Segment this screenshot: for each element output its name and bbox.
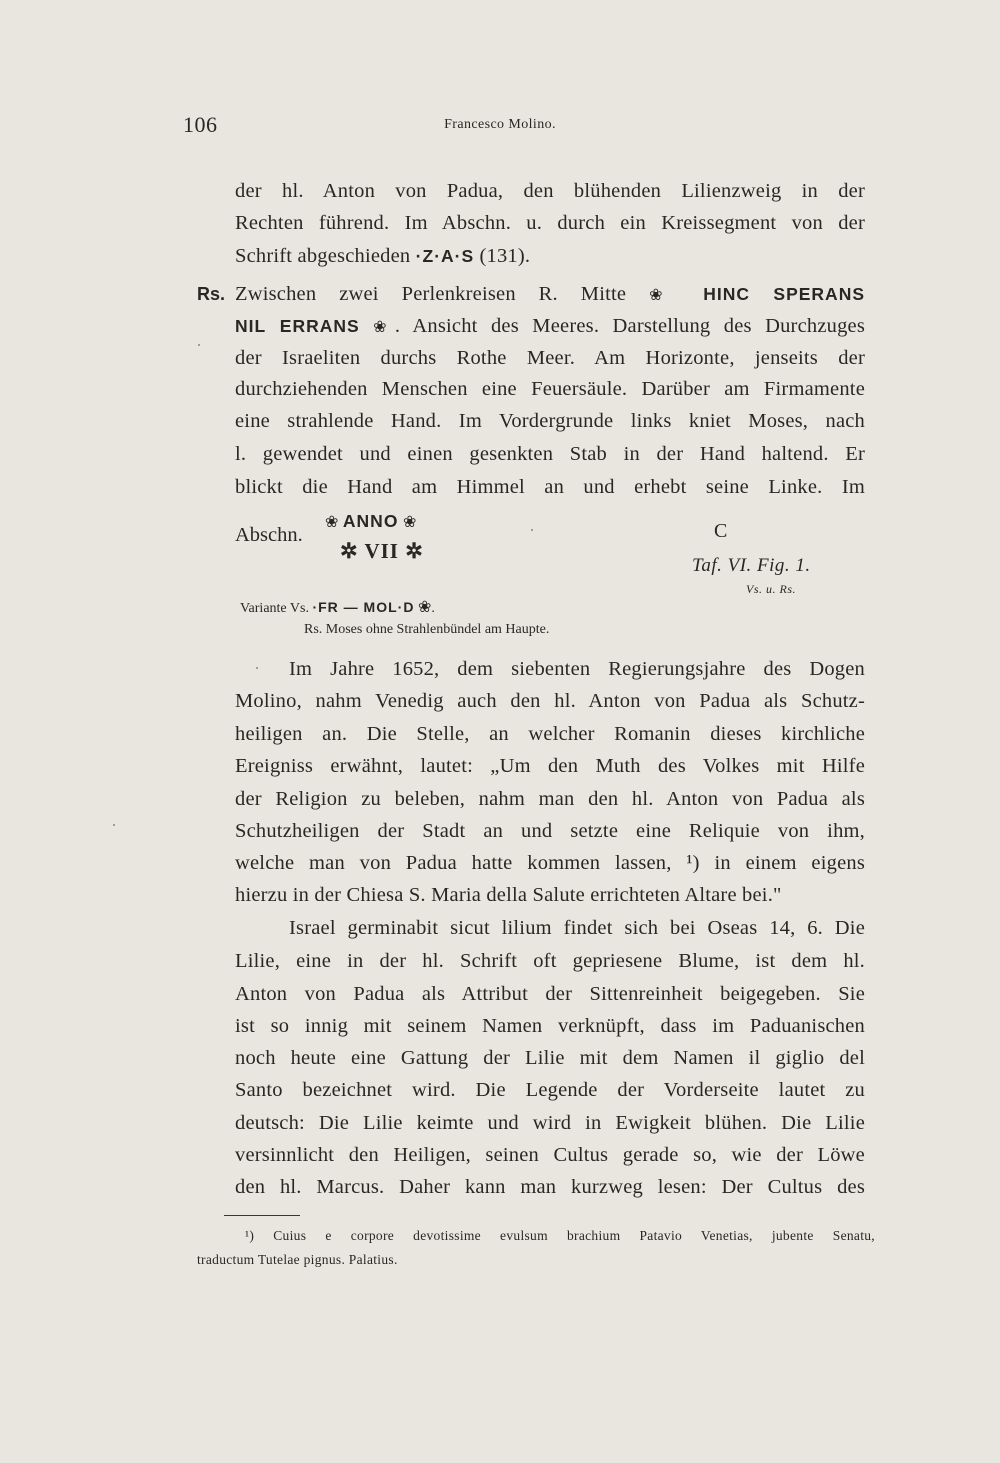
- text-line: blickt die Hand am Himmel an und erhebt seine Linke. Im: [235, 476, 865, 498]
- text-line: den hl. Marcus. Daher kann man kurzweg lesen: Der Cultus des: [235, 1176, 865, 1198]
- text-line: noch heute eine Gattung der Lilie mit dem Namen il giglio del: [235, 1047, 865, 1069]
- text-line: Rechten führend. Im Abschn. u. durch ein Kreissegment von der: [235, 212, 865, 234]
- text-line: versinnlicht den Heiligen, seinen Cultus gerade so, wie der Löwe: [235, 1144, 865, 1166]
- running-title: Francesco Molino.: [444, 117, 556, 132]
- legend-zas: ·Z·A·S: [415, 246, 475, 266]
- text-line: Santo bezeichnet wird. Die Legende der Vorderseite lautet zu: [235, 1079, 865, 1101]
- rosette-icon: ❀: [417, 599, 432, 616]
- rosette-icon: ❀: [325, 514, 339, 531]
- paper-speck: [113, 824, 115, 826]
- text-line: Molino, nahm Venedig auch den hl. Anton von Padua als Schutz-: [235, 690, 865, 712]
- paper-speck: [198, 344, 200, 346]
- text-line: Schrift abgeschieden ·Z·A·S (131).: [235, 245, 531, 267]
- variant-reverse: Rs. Moses ohne Strahlenbündel am Haupte.: [304, 622, 550, 637]
- reverse-label: Rs.: [197, 284, 226, 304]
- text-line: welche man von Padua hatte kommen lassen, ¹) in einem eigens: [235, 852, 865, 874]
- legend-nil-errans: NIL ERRANS: [235, 316, 360, 336]
- legend-hinc-sperans: HINC SPERANS: [703, 284, 866, 304]
- text-line: NIL ERRANS ❀. Ansicht des Meeres. Darstellung des Durchzuges: [235, 315, 866, 337]
- text-line: Im Jahre 1652, dem siebenten Regierungsjahre des Dogen: [289, 658, 865, 680]
- text-line: eine strahlende Hand. Im Vordergrunde links kniet Moses, nach: [235, 410, 865, 432]
- paper-speck: [256, 667, 258, 669]
- paper-speck: [531, 529, 533, 531]
- footnote-line: traductum Tutelae pignus. Palatius.: [197, 1252, 398, 1267]
- text-line: Anton von Padua als Attribut der Sittenreinheit beigegeben. Sie: [235, 983, 865, 1005]
- text-line: heiligen an. Die Stelle, an welcher Romanin dieses kirchliche: [235, 723, 865, 745]
- exergue-label: Abschn.: [235, 524, 303, 546]
- rosette-icon: ❀: [402, 514, 417, 531]
- text-line: Ereigniss erwähnt, lautet: „Um den Muth des Volkes mit Hilfe: [235, 755, 865, 777]
- text-line: der Israeliten durchs Rothe Meer. Am Horizonte, jenseits der: [235, 347, 865, 369]
- text-line: der Religion zu beleben, nahm man den hl. Anton von Padua als: [235, 788, 865, 810]
- exergue-vii: ✲ VII ✲: [340, 539, 424, 563]
- variant-line: Variante Vs. ·FR — MOL·D ❀.: [240, 599, 435, 616]
- rosette-icon: ❀: [649, 287, 681, 304]
- exergue-anno: ❀ ANNO ❀: [325, 511, 417, 531]
- rosette-icon: ❀: [373, 319, 395, 336]
- text-line: der hl. Anton von Padua, den blühenden Lilienzweig in der: [235, 180, 865, 202]
- page-number: 106: [183, 112, 218, 137]
- text-line: deutsch: Die Lilie keimte und wird in Ewigkeit blühen. Die Lilie: [235, 1112, 865, 1134]
- footnote-line: ¹) Cuius e corpore devotissime evulsum brachium Patavio Venetias, jubente Senatu,: [245, 1228, 875, 1243]
- text-line: hierzu in der Chiesa S. Maria della Salute errichteten Altare bei.": [235, 884, 782, 906]
- text-line: ist so innig mit seinem Namen verknüpft, dass im Paduanischen: [235, 1015, 865, 1037]
- text-line: Zwischen zwei Perlenkreisen R. Mitte ❀ HINC SPERANS: [235, 283, 866, 305]
- text-line: Lilie, eine in der hl. Schrift oft gepriesene Blume, ist dem hl.: [235, 950, 865, 972]
- footnote-rule: [224, 1215, 300, 1216]
- text-line: durchziehenden Menschen eine Feuersäule. Darüber am Firmamente: [235, 378, 865, 400]
- plate-sub-reference: Vs. u. Rs.: [746, 582, 796, 596]
- rarity-mark: C: [714, 520, 728, 542]
- text-line: l. gewendet und einen gesenkten Stab in der Hand haltend. Er: [235, 443, 865, 465]
- text-line: Schutzheiligen der Stadt an und setzte eine Reliquie von ihm,: [235, 820, 865, 842]
- plate-reference: Taf. VI. Fig. 1.: [692, 555, 811, 576]
- text-line: Israel germinabit sicut lilium findet sich bei Oseas 14, 6. Die: [289, 917, 865, 939]
